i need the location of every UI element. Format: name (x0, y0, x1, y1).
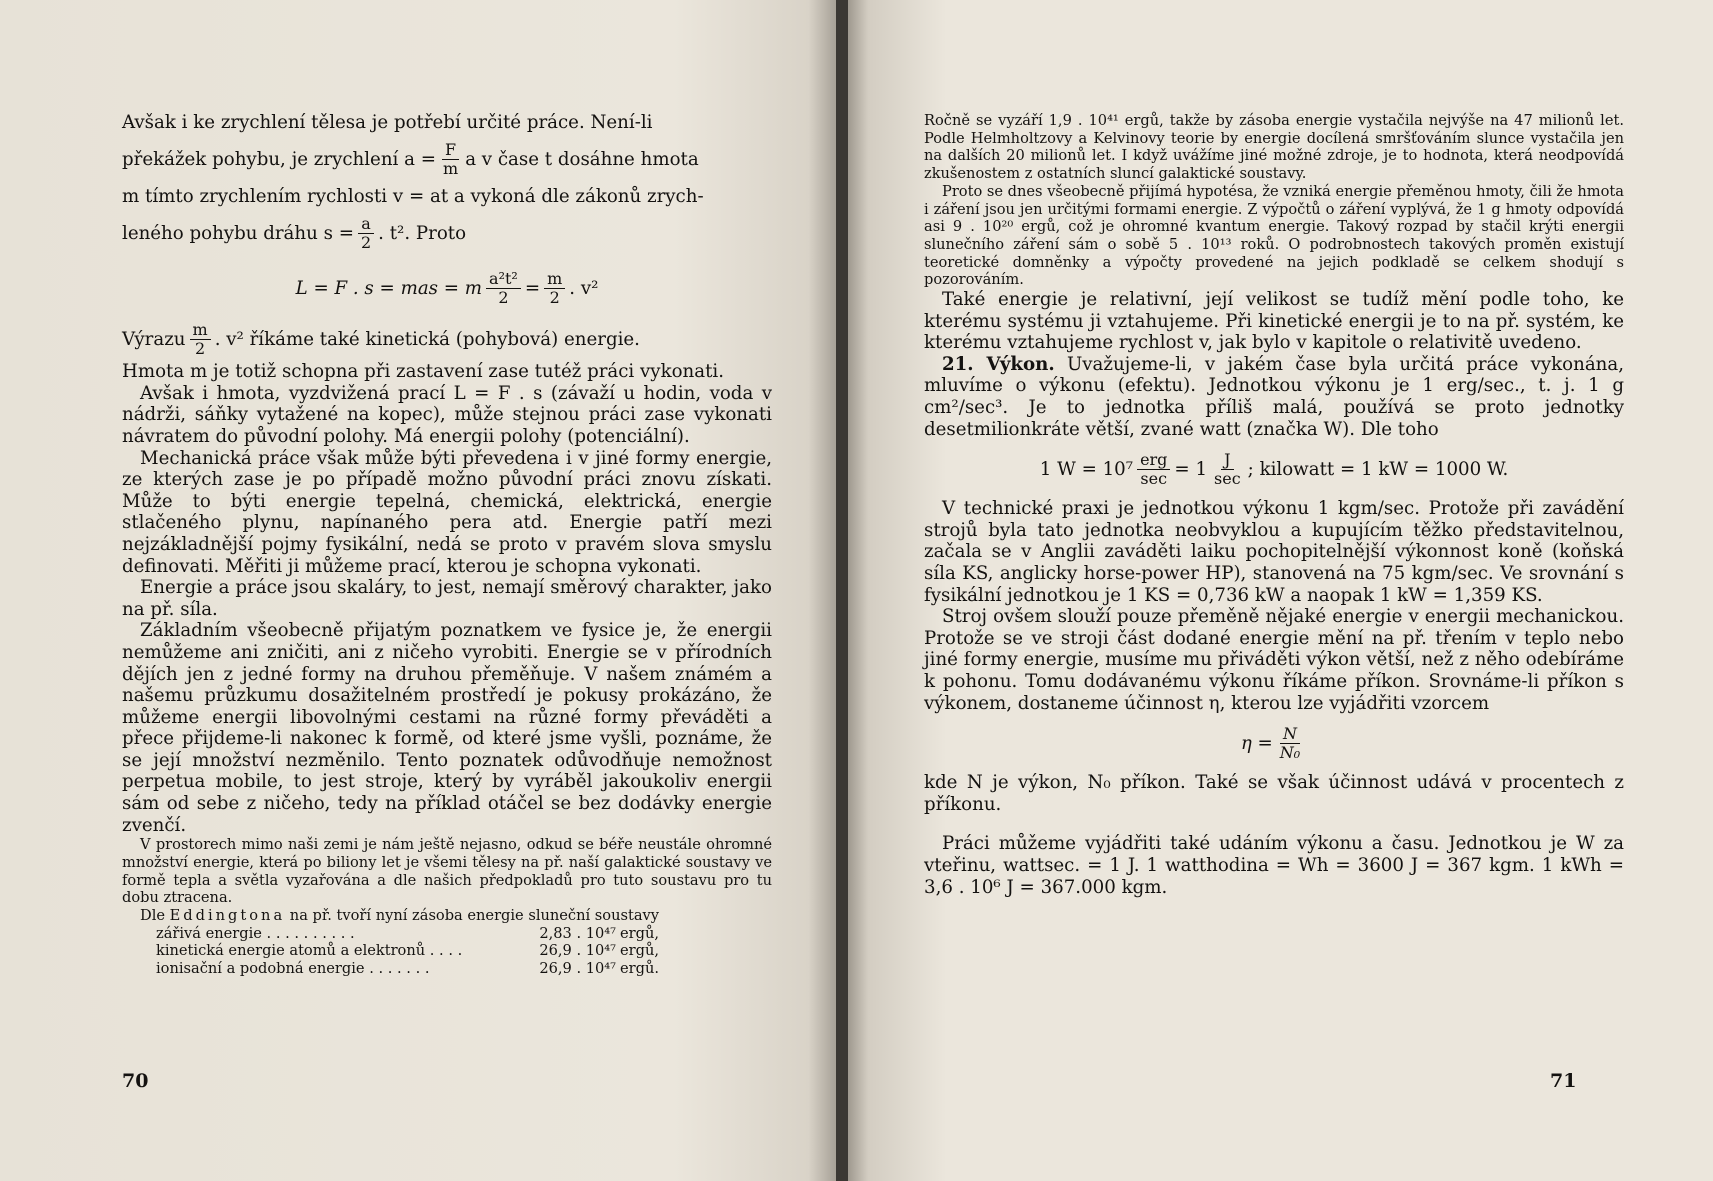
text: . t². Proto (378, 222, 467, 244)
paragraph: Mechanická práce však může býti převedena i v jiné formy energie, ze kterých zase je po případě možno původní práci znovu získati. Může to býti energie tepelná, chemická, elektrická, energie stlačeného plynu, napínaného pera atd. Energie patří mezi nejzákladnější pojmy fysikální, nedá se proto v pravém slova smyslu definovati. Měřiti ji můžeme prací, kterou je schopna vykonati. (122, 447, 772, 577)
numerator: N (1280, 725, 1300, 744)
energy-table (156, 925, 772, 978)
denominator: sec (1140, 468, 1168, 488)
fraction (358, 215, 374, 252)
table-row (156, 960, 772, 978)
fraction (544, 270, 565, 307)
text: a v čase t dosáhne hmota (465, 149, 699, 171)
small-paragraph: Ročně se vyzáří 1,9 . 10⁴¹ ergů, takže by zásoba energie vystačila nejvýše na 47 milionů let. Podle Helmholtzovy a Kelvinovy teorie by energie docílená smršťováním slunce vystačila jen na dalších 20 milionů let. I když uvážíme jiné možné zdroje, je to hodnota, která neodpovídá zkušenostem z ostatních sluncí galaktické soustavy. (924, 112, 1624, 183)
text: Uvažujeme-li, v jakém čase byla určitá práce vykonána, mluvíme o výkonu (efektu). Jednotkou výkonu je 1 erg/sec., t. j. 1 g cm²/sec³. Je to jednotka příliš malá, používá se proto jednotky desetmilionkráte větší, zvané watt (značka W). Dle toho (924, 353, 1624, 440)
row-label: kinetická energie atomů a elektronů . . . . (156, 942, 463, 960)
denominator: 2 (195, 338, 206, 358)
numerator: F (442, 141, 459, 160)
numerator: erg (1137, 451, 1170, 470)
text: 1 W = 10⁷ (1039, 458, 1134, 480)
paragraph: Hmota m je totiž schopna při zastavení zase tutéž práci vykonati. (122, 361, 725, 383)
equation (924, 440, 1624, 498)
table-row (156, 942, 772, 960)
fraction (440, 141, 461, 178)
paragraph: Avšak i hmota, vyzdvižená prací L = F . s (závaží u hodin, voda v nádrži, sáňky vytažené na kopec), může stejnou práci zase vykonati návratem do původní polohy. Má energii polohy (potenciální). (122, 382, 772, 447)
table-row (156, 925, 772, 943)
fraction (486, 270, 521, 307)
paragraph: m tímto zrychlením rychlosti v = at a vykoná dle zákonů zrych- (122, 185, 704, 207)
text: Výrazu (122, 328, 186, 350)
right-page-text (924, 112, 1624, 898)
denominator: 2 (360, 232, 372, 252)
small-paragraph: Proto se dnes všeobecně přijímá hypotésa, že vzniká energie přeměnou hmoty, čili že hmota i záření jsou jen určitými formami energie. Z výpočtů o záření vyplývá, že 1 g hmoty odpovídá asi 9 . 10²⁰ ergů, což je ohromné kvantum energie. Takový rozpad by stačil krýti energii slunečního záření sám o sobě 5 . 10¹³ roků. O podrobnostech takových proměn existují teoretické domněnky a výpočty provedené na jejich podkladě se celkem shodují s pozorováním. (924, 182, 1624, 289)
equation-lhs: L = F . s = mas = m (295, 277, 483, 299)
denominator: 2 (549, 287, 560, 307)
section-paragraph (924, 354, 1624, 440)
author-name: Eddingtona (169, 907, 286, 925)
small-paragraph (122, 907, 772, 925)
small-paragraph: V prostorech mimo naši zemi je nám ještě nejasno, odkud se béře neustále ohromné množství energie, která po biliony let je všemi tělesy na př. naší galaktické soustavy ve formě tepla a světla vyzařována a dle našich předpokladů pro tuto soustavu pro tu dobu ztracena. (122, 836, 772, 907)
paragraph: V technické praxi je jednotkou výkonu 1 kgm/sec. Protože při zavádění strojů byla tato jednotka neobvyklou a kupujícím těžko představitelnou, začala se v Anglii zaváděti laiku pochopitelnější výkonnost koně (koňská síla KS, anglicky horse-power HP), stanovená na 75 kgm/sec. Ve srovnání s fysikální jednotkou je 1 KS = 0,736 kW a naopak 1 kW = 1,359 KS. (924, 498, 1624, 606)
paragraph: Stroj ovšem slouží pouze přeměně nějaké energie v energii mechanickou. Protože se ve stroji část dodané energie mění na př. třením v teplo nebo jiné formy energie, musíme mu přiváděti výkon větší, než z něho odebíráme k pohonu. Tomu dodávanému výkonu říkáme příkon. Srovnáme-li příkon s výkonem, dostaneme účinnost η, kterou lze vyjádřiti vzorcem (924, 606, 1624, 714)
text: překážek pohybu, je zrychlení a = (122, 149, 437, 171)
text: na př. tvoří nyní zásoba energie sluneční soustavy (289, 907, 660, 925)
page-number: 70 (122, 1070, 149, 1092)
equation (924, 714, 1624, 772)
row-value: 2,83 . 10⁴⁷ (539, 924, 616, 942)
fraction (1277, 725, 1303, 762)
numerator: a (358, 215, 374, 234)
page-number: 71 (1550, 1070, 1577, 1092)
formula-line (122, 134, 772, 186)
denominator: 2 (498, 287, 509, 307)
row-label: ionisační a podobná energie . . . . . . . (156, 960, 430, 978)
paragraph: Práci můžeme vyjádřiti také udáním výkonu a času. Jednotkou je W za vteřinu, wattsec. = 1 J. 1 watthodina = Wh = 3600 J = 367 kgm. 1 kWh = 3,6 . 10⁶ J = 367.000 kgm. (924, 833, 1624, 898)
text: Dle (140, 907, 166, 925)
text: leného pohybu dráhu s = (122, 222, 354, 244)
denominator: N₀ (1279, 742, 1301, 762)
paragraph: kde N je výkon, N₀ příkon. Také se však účinnost udává v procentech z příkonu. (924, 772, 1624, 815)
equation (122, 259, 772, 317)
paragraph: Avšak i ke zrychlení tělesa je potřebí určité práce. Není-li (122, 112, 653, 133)
paragraph: Také energie je relativní, její velikost se tudíž mění podle toho, ke kterému systému ji vztahujeme. Při kinetické energii je to na př. systém, ke kterému vztahujeme rychlost v, jak bylo v kapitole o relativitě uvedeno. (924, 289, 1624, 354)
row-unit: ergů, (620, 924, 659, 942)
fraction (1211, 451, 1244, 488)
row-unit: ergů. (620, 960, 659, 978)
fraction (1137, 451, 1170, 488)
numerator: m (544, 270, 565, 289)
text: = 1 (1174, 458, 1208, 480)
numerator: a²t² (486, 270, 521, 289)
left-page-text (122, 112, 772, 978)
row-value: 26,9 . 10⁴⁷ (539, 960, 616, 978)
equals-sign: = (524, 277, 541, 299)
right-page (842, 0, 1713, 1181)
row-value: 26,9 . 10⁴⁷ (539, 942, 616, 960)
text: . v² (569, 277, 599, 299)
denominator: sec (1214, 468, 1241, 488)
denominator: m (443, 159, 459, 179)
numerator: m (190, 321, 211, 340)
text: . v² říkáme také kinetická (pohybová) energie. (214, 328, 640, 350)
left-page (0, 0, 842, 1181)
book-gutter (836, 0, 848, 1181)
formula-line (122, 317, 772, 361)
numerator: J (1221, 451, 1233, 470)
section-heading: 21. Výkon. (942, 353, 1055, 375)
text: η = (1240, 732, 1273, 754)
row-label: zářivá energie . . . . . . . . . . (156, 924, 355, 942)
paragraph: Energie a práce jsou skaláry, to jest, nemají směrový charakter, jako na př. síla. (122, 577, 772, 620)
formula-line (122, 207, 772, 259)
text: ; kilowatt = 1 kW = 1000 W. (1247, 458, 1509, 480)
fraction (190, 321, 211, 358)
row-unit: ergů, (620, 942, 659, 960)
paragraph: Základním všeobecně přijatým poznatkem ve fysice je, že energii nemůžeme ani zničiti, ani z ničeho vyrobiti. Energie se v přírodních dějích jen z jedné formy na druhou přeměňuje. V našem známém a našemu průzkumu dosažitelném prostředí je pokusy prokázáno, že můžeme energii libovolnými cestami na různé formy převáděti a přece přijdeme-li nakonec k formě, od které jsme vyšli, poznáme, že se její množství nezměnilo. Tento poznatek odůvodňuje nemožnost perpetua mobile, to jest stroje, který by vyráběl jakoukoliv energii sám od sebe z ničeho, tedy na příklad otáčel se bez dodávky energie zvenčí. (122, 620, 772, 836)
